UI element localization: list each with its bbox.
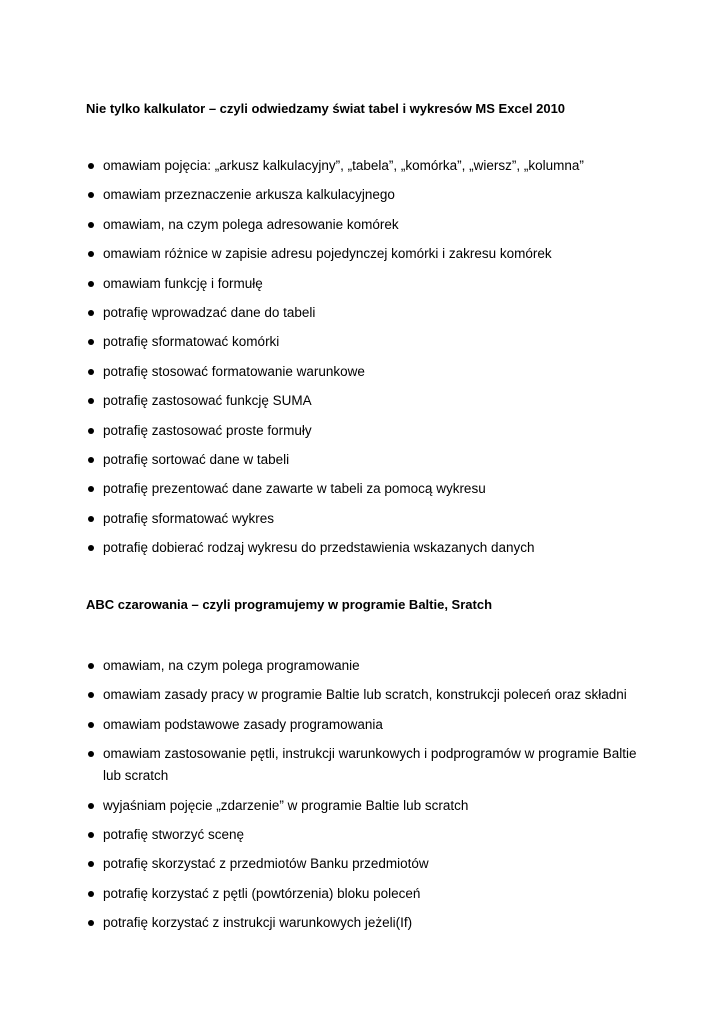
bullet-icon: [88, 751, 94, 757]
bullet-icon: [88, 920, 94, 926]
list-item-text: potrafię sformatować komórki: [103, 334, 280, 350]
list-item-text: potrafię zastosować proste formuły: [103, 422, 312, 438]
list-item-text: omawiam różnice w zapisie adresu pojedynczej komórki i zakresu komórek: [103, 246, 552, 262]
list-item: [86, 714, 656, 736]
list-item-text: potrafię korzystać z pętli (powtórzenia) bloku poleceń: [103, 885, 421, 901]
programming-skills-list: [86, 655, 656, 942]
list-item: [86, 655, 656, 677]
list-item-text: wyjaśniam pojęcie „zdarzenie” w programie Baltie lub scratch: [103, 797, 469, 813]
bullet-icon: [88, 832, 94, 838]
list-item-text: omawiam zasady pracy w programie Baltie lub scratch, konstrukcji poleceń oraz składni: [103, 687, 627, 703]
list-item: [86, 214, 656, 236]
list-item: [86, 302, 656, 324]
list-item: [86, 420, 656, 442]
section-title-excel: Nie tylko kalkulator – czyli odwiedzamy świat tabel i wykresów MS Excel 2010: [86, 101, 566, 116]
bullet-icon: [88, 861, 94, 867]
list-item-text: potrafię zastosować funkcję SUMA: [103, 393, 312, 409]
list-item: [86, 912, 656, 934]
bullet-icon: [88, 192, 94, 198]
list-item: [86, 883, 656, 905]
list-item: [86, 331, 656, 353]
list-item-text: potrafię sortować dane w tabeli: [103, 451, 290, 467]
list-item: [86, 508, 656, 530]
bullet-icon: [88, 398, 94, 404]
list-item: [86, 390, 656, 412]
bullet-icon: [88, 722, 94, 728]
bullet-icon: [88, 457, 94, 463]
list-item-text: omawiam zastosowanie pętli, instrukcji warunkowych i podprogramów w programie Baltie lub scratch: [103, 746, 637, 784]
list-item: [86, 743, 656, 787]
bullet-icon: [88, 281, 94, 287]
bullet-icon: [88, 339, 94, 345]
list-item: [86, 824, 656, 846]
list-item-text: omawiam, na czym polega programowanie: [103, 658, 360, 673]
bullet-icon: [88, 891, 94, 897]
list-item-text: potrafię sformatować wykres: [103, 510, 275, 526]
list-item-text: potrafię prezentować dane zawarte w tabeli za pomocą wykresu: [103, 481, 486, 497]
bullet-icon: [88, 516, 94, 522]
list-item: [86, 795, 656, 817]
list-item: [86, 361, 656, 383]
bullet-icon: [88, 222, 94, 228]
list-item-text: omawiam pojęcia: „arkusz kalkulacyjny”, „tabela”, „komórka”, „wiersz”, „kolumna”: [103, 158, 584, 173]
bullet-icon: [88, 803, 94, 809]
bullet-icon: [88, 545, 94, 551]
bullet-icon: [88, 369, 94, 375]
list-item-text: potrafię dobierać rodzaj wykresu do przedstawienia wskazanych danych: [103, 540, 535, 556]
list-item: [86, 684, 656, 706]
bullet-icon: [88, 663, 94, 669]
list-item-text: potrafię wprowadzać dane do tabeli: [103, 304, 316, 320]
list-item-text: potrafię skorzystać z przedmiotów Banku przedmiotów: [103, 856, 429, 872]
section-title-programming: ABC czarowania – czyli programujemy w programie Baltie, Sratch: [86, 597, 493, 612]
list-item-text: potrafię stworzyć scenę: [103, 826, 245, 842]
excel-skills-list: [86, 155, 656, 566]
list-item-text: omawiam przeznaczenie arkusza kalkulacyjnego: [103, 187, 395, 203]
list-item: [86, 243, 656, 265]
list-item: [86, 478, 656, 500]
list-item: [86, 853, 656, 875]
bullet-icon: [88, 251, 94, 257]
list-item-text: potrafię stosować formatowanie warunkowe: [103, 363, 365, 379]
bullet-icon: [88, 163, 94, 169]
list-item: [86, 155, 656, 177]
bullet-icon: [88, 310, 94, 316]
list-item: [86, 273, 656, 295]
list-item: [86, 184, 656, 206]
list-item: [86, 449, 656, 471]
list-item-text: omawiam funkcję i formułę: [103, 275, 263, 291]
bullet-icon: [88, 486, 94, 492]
list-item-text: omawiam podstawowe zasady programowania: [103, 716, 383, 732]
list-item: [86, 537, 656, 559]
bullet-icon: [88, 692, 94, 698]
list-item-text: potrafię korzystać z instrukcji warunkowych jeżeli(If): [103, 915, 413, 931]
list-item-text: omawiam, na czym polega adresowanie komórek: [103, 216, 399, 232]
bullet-icon: [88, 428, 94, 434]
